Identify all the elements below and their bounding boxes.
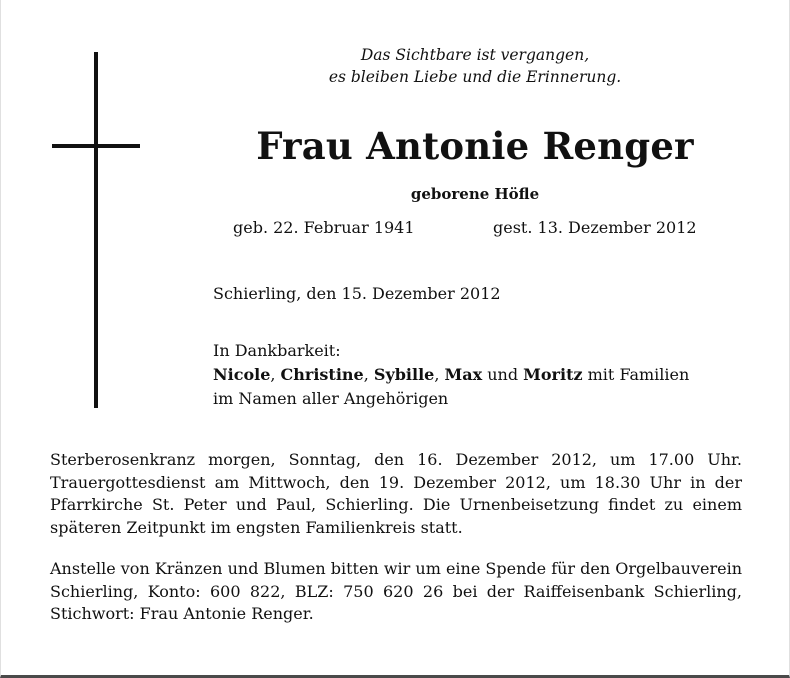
- thanks-closing: im Namen aller Angehörigen: [213, 389, 449, 408]
- motto-line-1: Das Sichtbare ist vergangen,: [360, 46, 590, 64]
- names-separator: ,: [270, 365, 281, 384]
- donation-info-paragraph: Anstelle von Kränzen und Blumen bitten wir um eine Spende für den Orgelbauverein Schierling, Konto: 600 822, BLZ: 750 620 26 bei der Raiffeisenbank Schierling, Stichwort: Frau Antonie Renger.: [50, 559, 742, 623]
- names-separator: mit Familien: [582, 365, 690, 384]
- death-date: gest. 13. Dezember 2012: [493, 218, 697, 237]
- names-separator: ,: [434, 365, 445, 384]
- thanks-block: [213, 339, 689, 411]
- place-and-date: Schierling, den 15. Dezember 2012: [213, 284, 501, 303]
- family-member-name: Christine: [280, 365, 364, 384]
- thanks-intro: In Dankbarkeit:: [213, 341, 341, 360]
- family-member-name: Max: [444, 365, 483, 384]
- cross-icon-bar: [52, 144, 140, 148]
- motto: [250, 44, 700, 88]
- family-member-name: Nicole: [213, 365, 271, 384]
- motto-line-2: es bleiben Liebe und die Erinnerung.: [328, 68, 622, 86]
- names-separator: ,: [363, 365, 374, 384]
- birth-date: geb. 22. Februar 1941: [233, 218, 415, 237]
- family-member-name: Moritz: [523, 365, 583, 384]
- service-info-paragraph: Sterberosenkranz morgen, Sonntag, den 16. Dezember 2012, um 17.00 Uhr. Trauergottesdienst am Mittwoch, den 19. Dezember 2012, um 18.30 Uhr in der Pfarrkirche St. Peter und Paul, Schierling. Die Urnenbeisetzung findet zu einem späteren Zeitpunkt im engsten Familienkreis statt.: [50, 450, 742, 537]
- family-names: [213, 363, 689, 387]
- family-member-name: Sybille: [373, 365, 435, 384]
- names-separator: und: [482, 365, 524, 384]
- deceased-name: Frau Antonie Renger: [256, 124, 694, 168]
- maiden-name: geborene Höfle: [410, 185, 540, 203]
- cross-icon: [94, 52, 98, 408]
